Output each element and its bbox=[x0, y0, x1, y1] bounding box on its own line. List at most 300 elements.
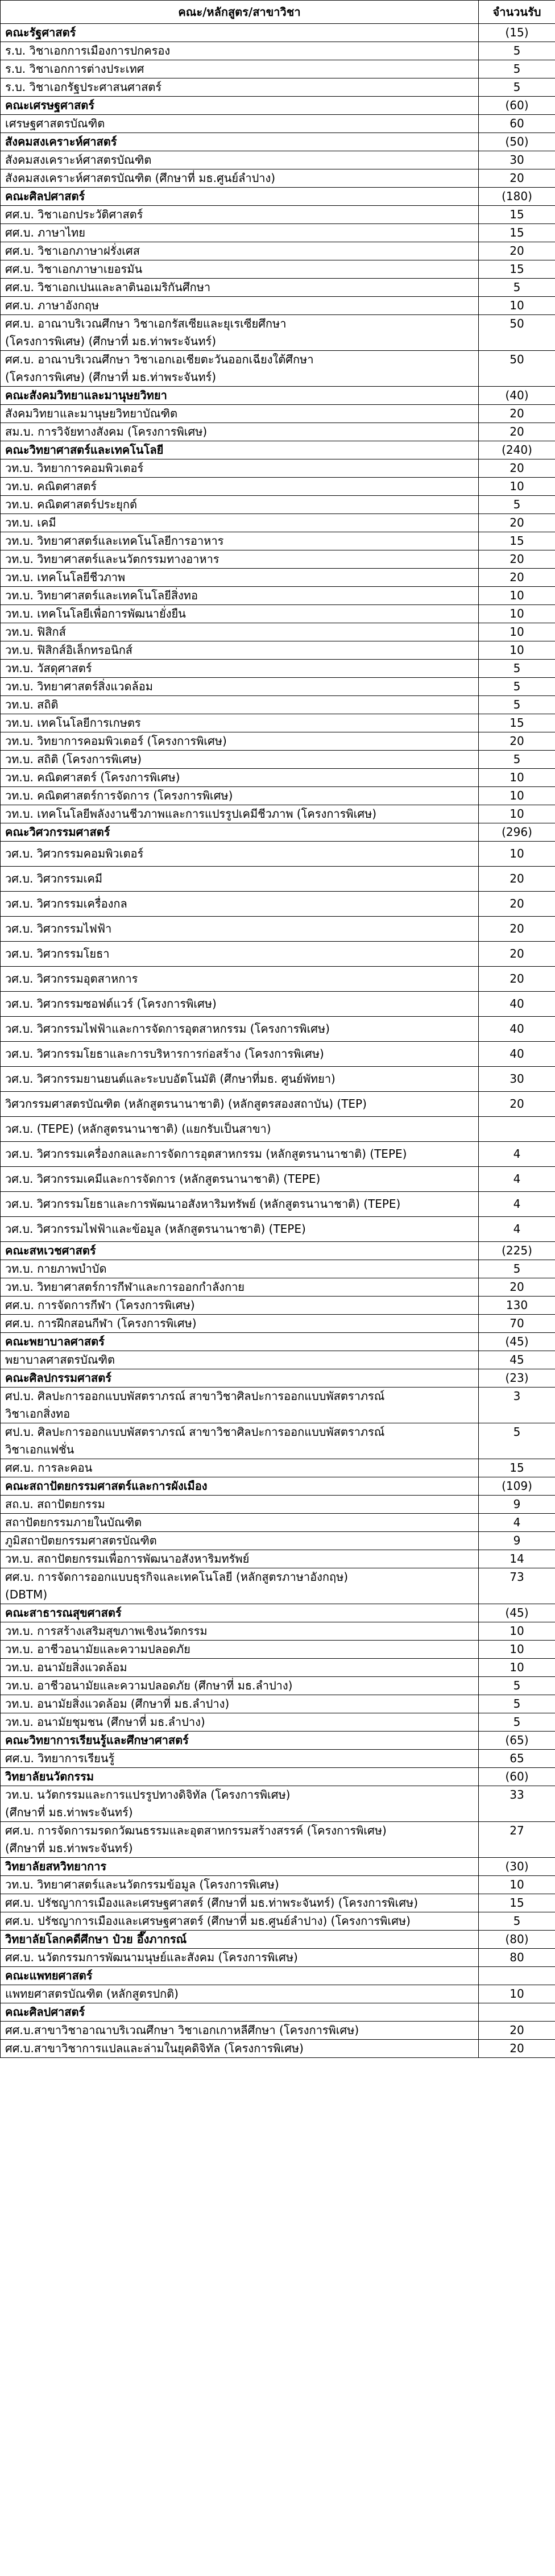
program-quota: 10 bbox=[479, 1641, 555, 1659]
program-name: วศ.บ. วิศวกรรมโยธา bbox=[1, 942, 479, 967]
faculty-header-row bbox=[1, 1477, 555, 1496]
program-quota: 5 bbox=[479, 1713, 555, 1732]
program-row bbox=[1, 1315, 555, 1333]
program-row bbox=[1, 78, 555, 97]
program-quota: 15 bbox=[479, 714, 555, 732]
faculty-header-row bbox=[1, 188, 555, 206]
program-quota: 15 bbox=[479, 532, 555, 550]
program-row bbox=[1, 1695, 555, 1713]
program-name: วศ.บ. วิศวกรรมโยธาและการพัฒนาอสังหาริมทรัพย์ (หลักสูตรนานาชาติ) (TEPE) bbox=[1, 1192, 479, 1217]
program-row bbox=[1, 1117, 555, 1142]
program-row bbox=[1, 297, 555, 315]
program-name: วท.บ. สถิติ (โครงการพิเศษ) bbox=[1, 751, 479, 769]
program-name: ศศ.บ. อาณาบริเวณศึกษา วิชาเอกรัสเซียและยุเรเซียศึกษา (โครงการพิเศษ) (ศึกษาที่ มธ.ท่าพระจันทร์) bbox=[1, 315, 479, 351]
program-row bbox=[1, 1388, 555, 1423]
program-name: ศศ.บ. การจัดการออกแบบธุรกิจและเทคโนโลยี (หลักสูตรภาษาอังกฤษ) (DBTM) bbox=[1, 1568, 479, 1604]
faculty-header-row bbox=[1, 823, 555, 842]
program-quota: 4 bbox=[479, 1192, 555, 1217]
program-name: วท.บ. วัสดุศาสตร์ bbox=[1, 660, 479, 678]
program-row bbox=[1, 1532, 555, 1550]
program-row bbox=[1, 1496, 555, 1514]
program-quota: 60 bbox=[479, 115, 555, 133]
program-quota: 80 bbox=[479, 1949, 555, 1967]
faculty-name: คณะศิลปศาสตร์ bbox=[1, 188, 479, 206]
program-row bbox=[1, 478, 555, 496]
program-name: วท.บ. อาชีวอนามัยและความปลอดภัย (ศึกษาที่ มธ.ลำปาง) bbox=[1, 1677, 479, 1695]
program-row bbox=[1, 1622, 555, 1641]
program-name: ศศ.บ. นวัตกรรมการพัฒนามนุษย์และสังคม (โครงการพิเศษ) bbox=[1, 1949, 479, 1967]
program-name: ร.บ. วิชาเอกการเมืองการปกครอง bbox=[1, 42, 479, 60]
program-row bbox=[1, 942, 555, 967]
program-quota: 20 bbox=[479, 459, 555, 478]
program-quota: 5 bbox=[479, 60, 555, 78]
faculty-name: คณะสถาปัตยกรรมศาสตร์และการผังเมือง bbox=[1, 1477, 479, 1496]
program-row bbox=[1, 1459, 555, 1477]
program-row bbox=[1, 1641, 555, 1659]
program-row bbox=[1, 1912, 555, 1931]
program-quota: 20 bbox=[479, 423, 555, 441]
faculty-total: (180) bbox=[479, 188, 555, 206]
program-quota: 73 bbox=[479, 1568, 555, 1604]
program-quota: 45 bbox=[479, 1351, 555, 1369]
program-name: วท.บ. อนามัยชุมชน (ศึกษาที่ มธ.ลำปาง) bbox=[1, 1713, 479, 1732]
header-quota: จำนวนรับ bbox=[479, 1, 555, 24]
program-row bbox=[1, 224, 555, 242]
program-name: วท.บ. สถาปัตยกรรมเพื่อการพัฒนาอสังหาริมทรัพย์ bbox=[1, 1550, 479, 1568]
program-quota: 15 bbox=[479, 224, 555, 242]
program-name: ศศ.บ. การจัดการมรดกวัฒนธรรมและอุตสาหกรรมสร้างสรรค์ (โครงการพิเศษ) (ศึกษาที่ มธ.ท่าพระจันทร์) bbox=[1, 1822, 479, 1858]
faculty-total: (23) bbox=[479, 1369, 555, 1388]
program-quota: 10 bbox=[479, 1659, 555, 1677]
program-quota: 20 bbox=[479, 2040, 555, 2058]
program-quota: 10 bbox=[479, 641, 555, 660]
program-quota: 10 bbox=[479, 587, 555, 605]
program-name: วท.บ. ฟิสิกส์อิเล็กทรอนิกส์ bbox=[1, 641, 479, 660]
program-quota: 10 bbox=[479, 769, 555, 787]
program-row bbox=[1, 751, 555, 769]
program-row bbox=[1, 587, 555, 605]
program-quota: 20 bbox=[479, 732, 555, 751]
program-quota: 20 bbox=[479, 1278, 555, 1297]
faculty-header-row bbox=[1, 133, 555, 151]
program-quota: 10 bbox=[479, 1622, 555, 1641]
program-quota: 5 bbox=[479, 696, 555, 714]
faculty-header-row bbox=[1, 1967, 555, 1985]
program-quota: 15 bbox=[479, 206, 555, 224]
program-name: ศศ.บ. การละคอน bbox=[1, 1459, 479, 1477]
program-quota: 5 bbox=[479, 660, 555, 678]
program-quota: 5 bbox=[479, 751, 555, 769]
program-quota: 5 bbox=[479, 496, 555, 514]
program-row bbox=[1, 206, 555, 224]
program-name: วท.บ. การสร้างเสริมสุขภาพเชิงนวัตกรรม bbox=[1, 1622, 479, 1641]
program-row bbox=[1, 1260, 555, 1278]
faculty-header-row bbox=[1, 24, 555, 42]
program-name: วท.บ. วิทยาการคอมพิวเตอร์ bbox=[1, 459, 479, 478]
faculty-total: (109) bbox=[479, 1477, 555, 1496]
program-name: วศ.บ. วิศวกรรมโยธาและการบริหารการก่อสร้าง (โครงการพิเศษ) bbox=[1, 1042, 479, 1067]
program-name: วท.บ. เทคโนโลยีชีวภาพ bbox=[1, 569, 479, 587]
faculty-header-row bbox=[1, 1858, 555, 1876]
program-name: ศศ.บ. การฝึกสอนกีฬา (โครงการพิเศษ) bbox=[1, 1315, 479, 1333]
program-quota: 70 bbox=[479, 1315, 555, 1333]
program-row bbox=[1, 459, 555, 478]
program-name: ภูมิสถาปัตยกรรมศาสตรบัณฑิต bbox=[1, 1532, 479, 1550]
program-row bbox=[1, 1514, 555, 1532]
program-row bbox=[1, 151, 555, 169]
program-name: วท.บ. คณิตศาสตร์ (โครงการพิเศษ) bbox=[1, 769, 479, 787]
program-name: วท.บ. คณิตศาสตร์ประยุกต์ bbox=[1, 496, 479, 514]
program-quota: 5 bbox=[479, 1423, 555, 1459]
faculty-header-row bbox=[1, 1732, 555, 1750]
program-row bbox=[1, 1017, 555, 1042]
faculty-total: (80) bbox=[479, 1931, 555, 1949]
program-name: ศศ.บ. ปรัชญาการเมืองและเศรษฐศาสตร์ (ศึกษาที่ มธ.ท่าพระจันทร์) (โครงการพิเศษ) bbox=[1, 1894, 479, 1912]
program-row bbox=[1, 1876, 555, 1894]
faculty-name: คณะสหเวชศาสตร์ bbox=[1, 1242, 479, 1260]
program-row bbox=[1, 641, 555, 660]
faculty-header-row bbox=[1, 441, 555, 459]
faculty-name: คณะศิลปกรรมศาสตร์ bbox=[1, 1369, 479, 1388]
program-row bbox=[1, 423, 555, 441]
faculty-header-row bbox=[1, 1242, 555, 1260]
faculty-header-row bbox=[1, 97, 555, 115]
faculty-total: (60) bbox=[479, 1768, 555, 1786]
program-quota: 20 bbox=[479, 1092, 555, 1117]
program-quota: 10 bbox=[479, 805, 555, 823]
program-name: วศ.บ. วิศวกรรมซอฟต์แวร์ (โครงการพิเศษ) bbox=[1, 992, 479, 1017]
program-quota: 5 bbox=[479, 1912, 555, 1931]
faculty-header-row bbox=[1, 1604, 555, 1622]
program-row bbox=[1, 569, 555, 587]
program-name: วศ.บ. วิศวกรรมเครื่องกลและการจัดการอุตสาหกรรม (หลักสูตรนานาชาติ) (TEPE) bbox=[1, 1142, 479, 1167]
program-row bbox=[1, 1949, 555, 1967]
program-quota: 10 bbox=[479, 1985, 555, 2003]
program-quota: 10 bbox=[479, 787, 555, 805]
program-row bbox=[1, 892, 555, 917]
program-row bbox=[1, 1786, 555, 1822]
program-row bbox=[1, 1677, 555, 1695]
faculty-total: (40) bbox=[479, 387, 555, 405]
program-quota: 5 bbox=[479, 78, 555, 97]
program-name: วท.บ. วิทยาศาสตร์และนวัตกรรมทางอาหาร bbox=[1, 550, 479, 569]
program-quota: 65 bbox=[479, 1750, 555, 1768]
program-name: วท.บ. เทคโนโลยีเพื่อการพัฒนายั่งยืน bbox=[1, 605, 479, 623]
program-name: วท.บ. นวัตกรรมและการแปรรูปทางดิจิทัล (โครงการพิเศษ) (ศึกษาที่ มธ.ท่าพระจันทร์) bbox=[1, 1786, 479, 1822]
faculty-header-row bbox=[1, 1333, 555, 1351]
program-name: วศ.บ. วิศวกรรมยานยนต์และระบบอัตโนมัติ (ศึกษาที่มธ. ศูนย์พัทยา) bbox=[1, 1067, 479, 1092]
faculty-name: วิทยาลัยโลกคดีศึกษา ป๋วย อึ๊งภากรณ์ bbox=[1, 1931, 479, 1949]
program-name: สังคมสงเคราะห์ศาสตรบัณฑิต (ศึกษาที่ มธ.ศูนย์ลำปาง) bbox=[1, 169, 479, 188]
program-quota: 3 bbox=[479, 1388, 555, 1423]
program-quota: 5 bbox=[479, 1695, 555, 1713]
program-row bbox=[1, 787, 555, 805]
program-row bbox=[1, 242, 555, 260]
program-row bbox=[1, 115, 555, 133]
program-name: วท.บ. วิทยาศาสตร์และเทคโนโลยีสิ่งทอ bbox=[1, 587, 479, 605]
program-quota: 20 bbox=[479, 514, 555, 532]
table-body bbox=[1, 24, 555, 2058]
program-row bbox=[1, 867, 555, 892]
faculty-total: (15) bbox=[479, 24, 555, 42]
faculty-total: (50) bbox=[479, 133, 555, 151]
program-row bbox=[1, 1192, 555, 1217]
program-name: วท.บ. วิทยาศาสตร์การกีฬาและการออกกำลังกาย bbox=[1, 1278, 479, 1297]
program-name: วท.บ. วิทยาการคอมพิวเตอร์ (โครงการพิเศษ) bbox=[1, 732, 479, 751]
program-name: วท.บ. เทคโนโลยีการเกษตร bbox=[1, 714, 479, 732]
program-row bbox=[1, 1042, 555, 1067]
program-quota: 27 bbox=[479, 1822, 555, 1858]
faculty-total: (30) bbox=[479, 1858, 555, 1876]
faculty-header-row bbox=[1, 2003, 555, 2022]
program-row bbox=[1, 1217, 555, 1242]
faculty-name: คณะวิศวกรรมศาสตร์ bbox=[1, 823, 479, 842]
program-row bbox=[1, 351, 555, 387]
program-row bbox=[1, 2040, 555, 2058]
program-row bbox=[1, 967, 555, 992]
program-row bbox=[1, 769, 555, 787]
faculty-total bbox=[479, 1967, 555, 1985]
program-quota: 20 bbox=[479, 867, 555, 892]
program-name: วท.บ. คณิตศาสตร์ bbox=[1, 478, 479, 496]
faculty-name: วิทยาลัยนวัตกรรม bbox=[1, 1768, 479, 1786]
program-name: วท.บ. ฟิสิกส์ bbox=[1, 623, 479, 641]
program-quota: 10 bbox=[479, 1876, 555, 1894]
program-name: วท.บ. เทคโนโลยีพลังงานชีวภาพและการแปรรูปเคมีชีวภาพ (โครงการพิเศษ) bbox=[1, 805, 479, 823]
program-name: วศ.บ. วิศวกรรมคอมพิวเตอร์ bbox=[1, 842, 479, 867]
program-row bbox=[1, 842, 555, 867]
program-name: แพทยศาสตรบัณฑิต (หลักสูตรปกติ) bbox=[1, 1985, 479, 2003]
faculty-header-row bbox=[1, 1768, 555, 1786]
faculty-total: (225) bbox=[479, 1242, 555, 1260]
faculty-name: คณะสังคมวิทยาและมานุษยวิทยา bbox=[1, 387, 479, 405]
program-name: สม.บ. การวิจัยทางสังคม (โครงการพิเศษ) bbox=[1, 423, 479, 441]
program-name: ศศ.บ. ปรัชญาการเมืองและเศรษฐศาสตร์ (ศึกษาที่ มธ.ศูนย์ลำปาง) (โครงการพิเศษ) bbox=[1, 1912, 479, 1931]
program-row bbox=[1, 279, 555, 297]
program-row bbox=[1, 405, 555, 423]
program-quota: 9 bbox=[479, 1496, 555, 1514]
faculty-name: คณะพยาบาลศาสตร์ bbox=[1, 1333, 479, 1351]
program-row bbox=[1, 605, 555, 623]
program-row bbox=[1, 714, 555, 732]
program-quota: 130 bbox=[479, 1297, 555, 1315]
program-row bbox=[1, 1067, 555, 1092]
program-name: วท.บ. กายภาพบำบัด bbox=[1, 1260, 479, 1278]
program-name: วท.บ. เคมี bbox=[1, 514, 479, 532]
program-name: ศศ.บ. อาณาบริเวณศึกษา วิชาเอกเอเชียตะวันออกเฉียงใต้ศึกษา (โครงการพิเศษ) (ศึกษาที่ มธ.ท่าพระจันทร์) bbox=[1, 351, 479, 387]
faculty-name: คณะแพทยศาสตร์ bbox=[1, 1967, 479, 1985]
program-row bbox=[1, 732, 555, 751]
program-quota: 10 bbox=[479, 842, 555, 867]
program-row bbox=[1, 1351, 555, 1369]
program-name: ศศ.บ. ภาษาไทย bbox=[1, 224, 479, 242]
program-name: เศรษฐศาสตรบัณฑิต bbox=[1, 115, 479, 133]
program-name: วิศวกรรมศาสตรบัณฑิต (หลักสูตรนานาชาติ) (หลักสูตรสองสถาบัน) (TEP) bbox=[1, 1092, 479, 1117]
program-name: สถ.บ. สถาปัตยกรรม bbox=[1, 1496, 479, 1514]
program-name: ศศ.บ.สาขาวิชาการแปลและล่ามในยุคดิจิทัล (โครงการพิเศษ) bbox=[1, 2040, 479, 2058]
program-quota: 4 bbox=[479, 1514, 555, 1532]
faculty-name: คณะวิทยาศาสตร์และเทคโนโลยี bbox=[1, 441, 479, 459]
program-quota: 20 bbox=[479, 569, 555, 587]
program-quota: 10 bbox=[479, 297, 555, 315]
program-name: วท.บ. วิทยาศาสตร์และนวัตกรรมข้อมูล (โครงการพิเศษ) bbox=[1, 1876, 479, 1894]
program-quota: 20 bbox=[479, 892, 555, 917]
program-name: ศศ.บ. วิชาเอกประวัติศาสตร์ bbox=[1, 206, 479, 224]
faculty-name: คณะศิลปศาสตร์ bbox=[1, 2003, 479, 2022]
program-quota: 10 bbox=[479, 623, 555, 641]
program-row bbox=[1, 660, 555, 678]
program-quota: 40 bbox=[479, 1042, 555, 1067]
program-row bbox=[1, 260, 555, 279]
program-name: วท.บ. วิทยาศาสตร์และเทคโนโลยีการอาหาร bbox=[1, 532, 479, 550]
program-quota: 30 bbox=[479, 1067, 555, 1092]
program-name: พยาบาลศาสตรบัณฑิต bbox=[1, 1351, 479, 1369]
program-quota: 15 bbox=[479, 260, 555, 279]
program-name: ศศ.บ. วิทยาการเรียนรู้ bbox=[1, 1750, 479, 1768]
program-name: วท.บ. อนามัยสิ่งแวดล้อม bbox=[1, 1659, 479, 1677]
faculty-total: (296) bbox=[479, 823, 555, 842]
program-quota: 5 bbox=[479, 678, 555, 696]
program-quota: 4 bbox=[479, 1217, 555, 1242]
faculty-header-row bbox=[1, 387, 555, 405]
program-quota: 30 bbox=[479, 151, 555, 169]
program-row bbox=[1, 1550, 555, 1568]
program-quota: 20 bbox=[479, 917, 555, 942]
program-row bbox=[1, 992, 555, 1017]
program-row bbox=[1, 532, 555, 550]
program-quota: 40 bbox=[479, 992, 555, 1017]
program-quota: 5 bbox=[479, 42, 555, 60]
program-row bbox=[1, 1142, 555, 1167]
program-row bbox=[1, 623, 555, 641]
faculty-name: วิทยาลัยสหวิทยาการ bbox=[1, 1858, 479, 1876]
faculty-total: (60) bbox=[479, 97, 555, 115]
program-quota: 20 bbox=[479, 2022, 555, 2040]
program-quota: 20 bbox=[479, 242, 555, 260]
faculty-total bbox=[479, 2003, 555, 2022]
program-name: วท.บ. วิทยาศาสตร์สิ่งแวดล้อม bbox=[1, 678, 479, 696]
faculty-header-row bbox=[1, 1369, 555, 1388]
program-name: วศ.บ. วิศวกรรมไฟฟ้าและข้อมูล (หลักสูตรนานาชาติ) (TEPE) bbox=[1, 1217, 479, 1242]
program-quota: 50 bbox=[479, 315, 555, 351]
program-quota: 15 bbox=[479, 1894, 555, 1912]
program-name: ศศ.บ. วิชาเอกเปนและลาตินอเมริกันศึกษา bbox=[1, 279, 479, 297]
program-name: ศศ.บ. ภาษาอังกฤษ bbox=[1, 297, 479, 315]
program-row bbox=[1, 1568, 555, 1604]
program-quota bbox=[479, 1117, 555, 1142]
program-name: วศ.บ. วิศวกรรมเคมีและการจัดการ (หลักสูตรนานาชาติ) (TEPE) bbox=[1, 1167, 479, 1192]
header-program: คณะ/หลักสูตร/สาขาวิชา bbox=[1, 1, 479, 24]
program-name: ศศ.บ. วิชาเอกภาษาฝรั่งเศส bbox=[1, 242, 479, 260]
program-row bbox=[1, 169, 555, 188]
program-quota: 4 bbox=[479, 1142, 555, 1167]
table-header-row bbox=[1, 1, 555, 24]
faculty-total: (240) bbox=[479, 441, 555, 459]
program-quota: 15 bbox=[479, 1459, 555, 1477]
program-row bbox=[1, 1750, 555, 1768]
program-quota: 5 bbox=[479, 1260, 555, 1278]
program-quota: 20 bbox=[479, 967, 555, 992]
faculty-name: คณะวิทยาการเรียนรู้และศึกษาศาสตร์ bbox=[1, 1732, 479, 1750]
program-row bbox=[1, 496, 555, 514]
faculty-name: คณะรัฐศาสตร์ bbox=[1, 24, 479, 42]
program-row bbox=[1, 315, 555, 351]
program-name: วท.บ. สถิติ bbox=[1, 696, 479, 714]
program-row bbox=[1, 42, 555, 60]
program-quota: 20 bbox=[479, 405, 555, 423]
program-row bbox=[1, 1894, 555, 1912]
program-name: สังคมสงเคราะห์ศาสตรบัณฑิต bbox=[1, 151, 479, 169]
program-quota: 20 bbox=[479, 169, 555, 188]
faculty-total: (45) bbox=[479, 1333, 555, 1351]
program-name: ร.บ. วิชาเอกรัฐประศาสนศาสตร์ bbox=[1, 78, 479, 97]
program-quota: 50 bbox=[479, 351, 555, 387]
program-name: ศป.บ. ศิลปะการออกแบบพัสตราภรณ์ สาขาวิชาศิลปะการออกแบบพัสตราภรณ์ วิชาเอกแฟชั่น bbox=[1, 1423, 479, 1459]
program-quota: 10 bbox=[479, 478, 555, 496]
program-row bbox=[1, 1659, 555, 1677]
faculty-name: คณะสาธารณสุขศาสตร์ bbox=[1, 1604, 479, 1622]
program-name: ศศ.บ. การจัดการกีฬา (โครงการพิเศษ) bbox=[1, 1297, 479, 1315]
program-row bbox=[1, 1423, 555, 1459]
program-name: ศศ.บ.สาขาวิชาอาณาบริเวณศึกษา วิชาเอกเกาหลีศึกษา (โครงการพิเศษ) bbox=[1, 2022, 479, 2040]
program-name: วท.บ. คณิตศาสตร์การจัดการ (โครงการพิเศษ) bbox=[1, 787, 479, 805]
program-name: วศ.บ. วิศวกรรมเคมี bbox=[1, 867, 479, 892]
program-name: ศป.บ. ศิลปะการออกแบบพัสตราภรณ์ สาขาวิชาศิลปะการออกแบบพัสตราภรณ์ วิชาเอกสิ่งทอ bbox=[1, 1388, 479, 1423]
faculty-total: (45) bbox=[479, 1604, 555, 1622]
program-row bbox=[1, 1985, 555, 2003]
program-name: วศ.บ. วิศวกรรมอุตสาหการ bbox=[1, 967, 479, 992]
program-row bbox=[1, 696, 555, 714]
program-row bbox=[1, 514, 555, 532]
program-row bbox=[1, 1822, 555, 1858]
program-row bbox=[1, 60, 555, 78]
faculty-name: คณะเศรษฐศาสตร์ bbox=[1, 97, 479, 115]
faculty-header-row bbox=[1, 1931, 555, 1949]
program-quota: 20 bbox=[479, 550, 555, 569]
program-row bbox=[1, 2022, 555, 2040]
program-quota: 33 bbox=[479, 1786, 555, 1822]
program-name: ศศ.บ. วิชาเอกภาษาเยอรมัน bbox=[1, 260, 479, 279]
program-row bbox=[1, 1092, 555, 1117]
program-row bbox=[1, 550, 555, 569]
program-row bbox=[1, 1297, 555, 1315]
program-quota: 9 bbox=[479, 1532, 555, 1550]
program-name: ร.บ. วิชาเอกการต่างประเทศ bbox=[1, 60, 479, 78]
program-name: วศ.บ. วิศวกรรมเครื่องกล bbox=[1, 892, 479, 917]
program-name: สังคมวิทยาและมานุษยวิทยาบัณฑิต bbox=[1, 405, 479, 423]
program-row bbox=[1, 1278, 555, 1297]
program-row bbox=[1, 805, 555, 823]
program-quota: 5 bbox=[479, 279, 555, 297]
program-name: วท.บ. อนามัยสิ่งแวดล้อม (ศึกษาที่ มธ.ลำปาง) bbox=[1, 1695, 479, 1713]
faculty-name: สังคมสงเคราะห์ศาสตร์ bbox=[1, 133, 479, 151]
program-name: วท.บ. อาชีวอนามัยและความปลอดภัย bbox=[1, 1641, 479, 1659]
program-name: สถาปัตยกรรมภายในบัณฑิต bbox=[1, 1514, 479, 1532]
faculty-total: (65) bbox=[479, 1732, 555, 1750]
program-row bbox=[1, 1167, 555, 1192]
program-quota: 10 bbox=[479, 605, 555, 623]
program-row bbox=[1, 678, 555, 696]
program-quota: 40 bbox=[479, 1017, 555, 1042]
program-name: วศ.บ. วิศวกรรมไฟฟ้า bbox=[1, 917, 479, 942]
program-row bbox=[1, 917, 555, 942]
program-quota: 20 bbox=[479, 942, 555, 967]
program-name: วศ.บ. วิศวกรรมไฟฟ้าและการจัดการอุตสาหกรรม (โครงการพิเศษ) bbox=[1, 1017, 479, 1042]
program-quota: 14 bbox=[479, 1550, 555, 1568]
program-name: วศ.บ. (TEPE) (หลักสูตรนานาชาติ) (แยกรับเป็นสาขา) bbox=[1, 1117, 479, 1142]
program-quota: 5 bbox=[479, 1677, 555, 1695]
program-row bbox=[1, 1713, 555, 1732]
